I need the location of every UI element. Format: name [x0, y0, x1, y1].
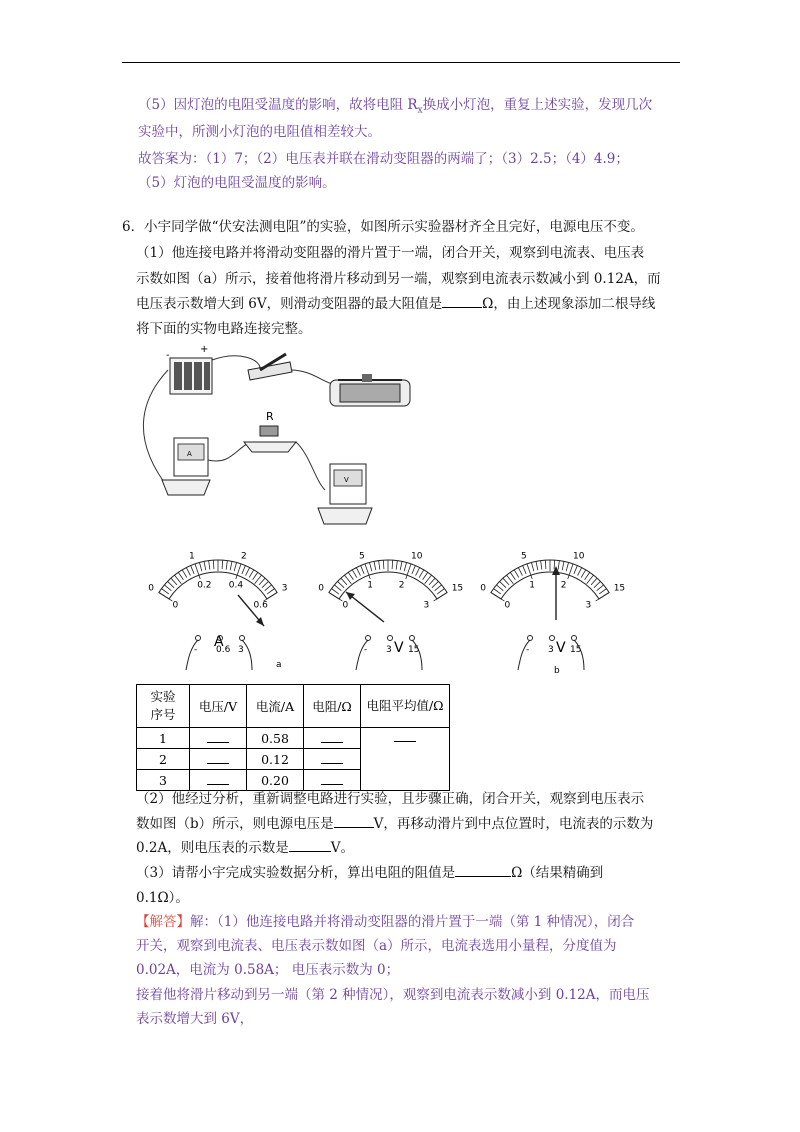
dial-tick — [199, 563, 201, 572]
wire — [208, 442, 250, 461]
dial-terminal-label: - — [526, 645, 530, 655]
dial-tick — [341, 578, 347, 585]
dial-tick — [404, 563, 406, 572]
voltmeter — [318, 464, 372, 524]
dial-tick — [213, 560, 214, 569]
rheostat — [330, 374, 410, 406]
dial-outer-label: 10 — [572, 551, 585, 562]
dial-tick — [242, 566, 246, 574]
dial-terminal — [410, 636, 415, 641]
dial-tick — [204, 561, 206, 570]
dial-inner-label: 0.6 — [253, 600, 268, 611]
dial-inner-label: 0.4 — [228, 580, 244, 591]
dial-tick — [332, 589, 339, 594]
meter-dials-figure — [138, 535, 658, 675]
dial-tick — [230, 561, 232, 570]
dial-tick — [345, 575, 352, 584]
question-6-line3: 示数如图（a）所示，接着他将滑片移动到另一端，观察到电流表示数减小到 0.12A，而 — [136, 271, 661, 287]
dial-tick — [518, 568, 522, 576]
dial-tick — [348, 572, 353, 579]
wire — [212, 356, 260, 368]
dial-tick — [585, 572, 590, 579]
part3-line1: （3）请帮小宇完成实验数据分析，算出电阻的阻值是 Ω（结果精确到 — [136, 860, 603, 886]
dial-inner-label: 3 — [585, 600, 592, 611]
dial-tick — [162, 589, 169, 594]
dial-unit-label: A — [214, 634, 224, 650]
table-cell-blank — [304, 728, 361, 749]
ammeter — [162, 438, 210, 495]
dial-tick — [352, 570, 357, 578]
ammeter-face-label: A — [187, 450, 192, 458]
dial-tick — [494, 589, 501, 594]
dial-tick — [164, 585, 171, 591]
dial-tick — [226, 561, 227, 570]
dial-tick — [437, 589, 444, 594]
dial-unit-label: V — [394, 640, 404, 656]
dial-tick — [581, 570, 586, 578]
dial-tick — [523, 566, 527, 574]
switch — [248, 354, 292, 380]
meter2-dial — [318, 551, 463, 670]
dial-tick — [599, 589, 606, 594]
prev-answer-line2: （5）灯泡的电阻受温度的影响。 — [138, 175, 336, 191]
battery-plus-sign: + — [200, 344, 209, 355]
table-cell-index: 1 — [137, 728, 190, 749]
question-6-line4: 电压表示数增大到 6V，则滑动变阻器的最大阻值是 Ω，由上述现象添加二根导线 — [136, 291, 655, 317]
dial-terminal-label: 15 — [570, 645, 582, 655]
dial-tick — [383, 560, 384, 569]
data-table — [136, 684, 450, 791]
answer-line1: 【解答】解：（1）他连接电路并将滑动变阻器的滑片置于一端（第 1 种情况），闭合 — [136, 914, 635, 930]
dial-tick — [566, 563, 568, 572]
part2-line3: 0.2A，则电压表的示数是 V。 — [136, 835, 354, 861]
dial-outer-label: 0 — [148, 583, 155, 594]
dial-tick — [396, 561, 397, 570]
dial-outer-label: 5 — [359, 551, 365, 562]
dial-tick — [175, 575, 182, 584]
dial-terminal-label: 3 — [238, 645, 244, 655]
table-cell-blank — [190, 728, 247, 749]
header-rule — [122, 62, 680, 63]
dial-tick — [591, 578, 597, 585]
table-header-index: 实验序号 — [137, 685, 190, 728]
dial-tick — [369, 563, 371, 572]
dial-tick — [334, 585, 341, 591]
dial-inner-label: 2 — [560, 580, 567, 591]
dial-tick — [234, 563, 236, 572]
table-cell-index: 2 — [137, 749, 190, 770]
dial-tick — [594, 581, 600, 587]
dial-terminal-label: 0.6 — [216, 645, 231, 655]
part3-line2: 0.1Ω）。 — [136, 890, 189, 906]
dial-outer-label: 15 — [451, 583, 464, 594]
answer-line3: 0.02A，电流为 0.58A； 电压表示数为 0； — [136, 962, 400, 978]
dial-tick — [255, 575, 262, 584]
dial-terminal-label: - — [194, 645, 198, 655]
dial-tick — [412, 566, 416, 574]
question-6-line5: 将下面的实物电路连接完整。 — [136, 321, 312, 337]
dial-tick — [379, 561, 380, 570]
prev-solution-line2: 实验中，所测小灯泡的电阻值相差较大。 — [138, 124, 381, 140]
dial-outer-label: 10 — [410, 551, 423, 562]
resistor-label: R — [266, 410, 274, 423]
part2-line2: 数如图（b）所示，则电源电压是 V，再移动滑片到中点位置时，电流表的示数为 — [136, 811, 653, 837]
dial-tick — [356, 568, 360, 576]
table-cell-blank — [304, 749, 361, 770]
dial-tick — [545, 560, 546, 569]
dial-tick — [432, 581, 438, 587]
dial-outer-label: 0 — [480, 583, 487, 594]
question-6-line2: （1）他连接电路并将滑动变阻器的滑片置于一端，闭合开关，观察到电流表、电压表 — [136, 245, 645, 261]
dial-tick — [178, 572, 183, 579]
dial-tick — [191, 566, 195, 574]
dial-terminal — [572, 636, 577, 641]
table-header-resistance: 电阻/Ω — [304, 685, 361, 728]
table-header-voltage: 电压/V — [190, 685, 247, 728]
dial-inner-label: 0.2 — [197, 580, 212, 591]
dial-tick — [246, 568, 250, 576]
answer-line4: 接着他将滑片移动到另一端（第 2 种情况），观察到电流表示数减小到 0.12A，而电压 — [136, 987, 650, 1003]
table-cell-index: 3 — [137, 770, 190, 791]
dial-inner-label: 0 — [504, 600, 511, 611]
part2-line1: （2）他经过分析，重新调整电路进行实验，且步骤正确，闭合开关，观察到电压表示 — [136, 791, 645, 807]
dial-tick — [597, 585, 604, 591]
dial-terminal-label: - — [364, 645, 368, 655]
dial-tick — [419, 570, 424, 578]
dial-tick — [259, 578, 265, 585]
dial-tick — [262, 581, 268, 587]
dial-tick — [182, 570, 187, 578]
figure-label-a: a — [276, 660, 282, 670]
dial-tick — [249, 570, 254, 578]
dial-tick — [536, 561, 538, 570]
prev-solution-line1: （5）因灯泡的电阻受温度的影响，故将电阻 $R_x$换成小灯泡，重复上述实验，发现几次 — [138, 97, 653, 116]
dial-tick — [496, 585, 503, 591]
dial-tick — [587, 575, 594, 584]
wire — [290, 370, 332, 384]
dial-terminal — [550, 636, 555, 641]
dial-tick — [374, 561, 376, 570]
dial-unit-label: V — [556, 640, 566, 656]
dial-tick — [554, 560, 555, 569]
figure-label-b: b — [554, 666, 560, 675]
dial-tick — [425, 575, 432, 584]
dial-tick — [209, 561, 210, 570]
table-header-average: 电阻平均值/Ω — [361, 685, 450, 728]
dial-outer-label: 0 — [318, 583, 325, 594]
dial-terminal-label: 3 — [386, 645, 392, 655]
dial-tick — [510, 572, 515, 579]
answer-line5: 表示数增大到 6V， — [136, 1011, 254, 1027]
battery-minus-sign: - — [166, 350, 170, 361]
table-cell-current: 0.20 — [247, 770, 304, 791]
prev-answer-line1: 故答案为：（1）7；（2）电压表并联在滑动变阻器的两端了；（3）2.5；（4）4.9； — [138, 151, 629, 167]
dial-tick — [541, 561, 542, 570]
dial-inner-label: 1 — [367, 580, 373, 591]
dial-outer-label: 1 — [189, 551, 195, 562]
circuit-figure — [140, 340, 430, 530]
dial-tick — [531, 563, 533, 572]
dial-tick — [338, 581, 344, 587]
dial-tick — [578, 568, 582, 576]
dial-tick — [400, 561, 402, 570]
dial-outer-label: 5 — [521, 551, 527, 562]
dial-tick — [171, 578, 177, 585]
dial-tick — [435, 585, 442, 591]
dial-tick — [423, 572, 428, 579]
table-cell-average — [361, 728, 450, 791]
table-header-current: 电流/A — [247, 685, 304, 728]
table-cell-current: 0.12 — [247, 749, 304, 770]
dial-inner-label: 2 — [398, 580, 405, 591]
table-row — [137, 728, 450, 749]
dial-inner-label: 0 — [342, 600, 349, 611]
dial-tick — [514, 570, 519, 578]
answer-tag: 【解答】 — [136, 914, 190, 930]
meter1-dial — [148, 551, 287, 670]
dial-tick — [558, 561, 559, 570]
dial-tick — [507, 575, 514, 584]
dial-tick — [267, 589, 274, 594]
dial-terminal — [240, 636, 245, 641]
dial-outer-label: 2 — [240, 551, 247, 562]
dial-tick — [186, 568, 190, 576]
dial-terminal — [388, 636, 393, 641]
dial-tick — [416, 568, 420, 576]
dial-tick — [222, 560, 223, 569]
wire — [143, 370, 170, 490]
dial-inner-label: 1 — [529, 580, 535, 591]
dial-tick — [392, 560, 393, 569]
dial-tick — [265, 585, 272, 591]
question-6-title: 6．小宇同学做“伏安法测电阻”的实验，如图所示实验器材齐全且完好，电源电压不变。 — [122, 219, 644, 235]
table-cell-blank — [190, 749, 247, 770]
dial-tick — [562, 561, 564, 570]
meter3-dial — [480, 551, 625, 670]
dial-tick — [429, 578, 435, 585]
dial-tick — [500, 581, 506, 587]
voltmeter-face-label: V — [344, 476, 349, 484]
wire — [296, 442, 325, 490]
dial-terminal — [528, 636, 533, 641]
dial-tick — [574, 566, 578, 574]
dial-terminal-label: 3 — [548, 645, 554, 655]
dial-outer-label: 3 — [281, 583, 288, 594]
dial-terminal-label: 15 — [408, 645, 420, 655]
resistor-r — [244, 410, 296, 452]
dial-tick — [503, 578, 509, 585]
dial-terminal — [196, 636, 201, 641]
answer-line2: 开关，观察到电流表、电压表示数如图（a）所示，电流表选用小量程，分度值为 — [136, 938, 617, 954]
dial-tick — [361, 566, 365, 574]
dial-inner-label: 3 — [423, 600, 430, 611]
dial-outer-label: 15 — [613, 583, 626, 594]
dial-terminal — [366, 636, 371, 641]
table-cell-current: 0.58 — [247, 728, 304, 749]
dial-tick — [253, 572, 258, 579]
dial-tick — [168, 581, 174, 587]
dial-inner-label: 0 — [172, 600, 179, 611]
battery — [166, 344, 212, 394]
